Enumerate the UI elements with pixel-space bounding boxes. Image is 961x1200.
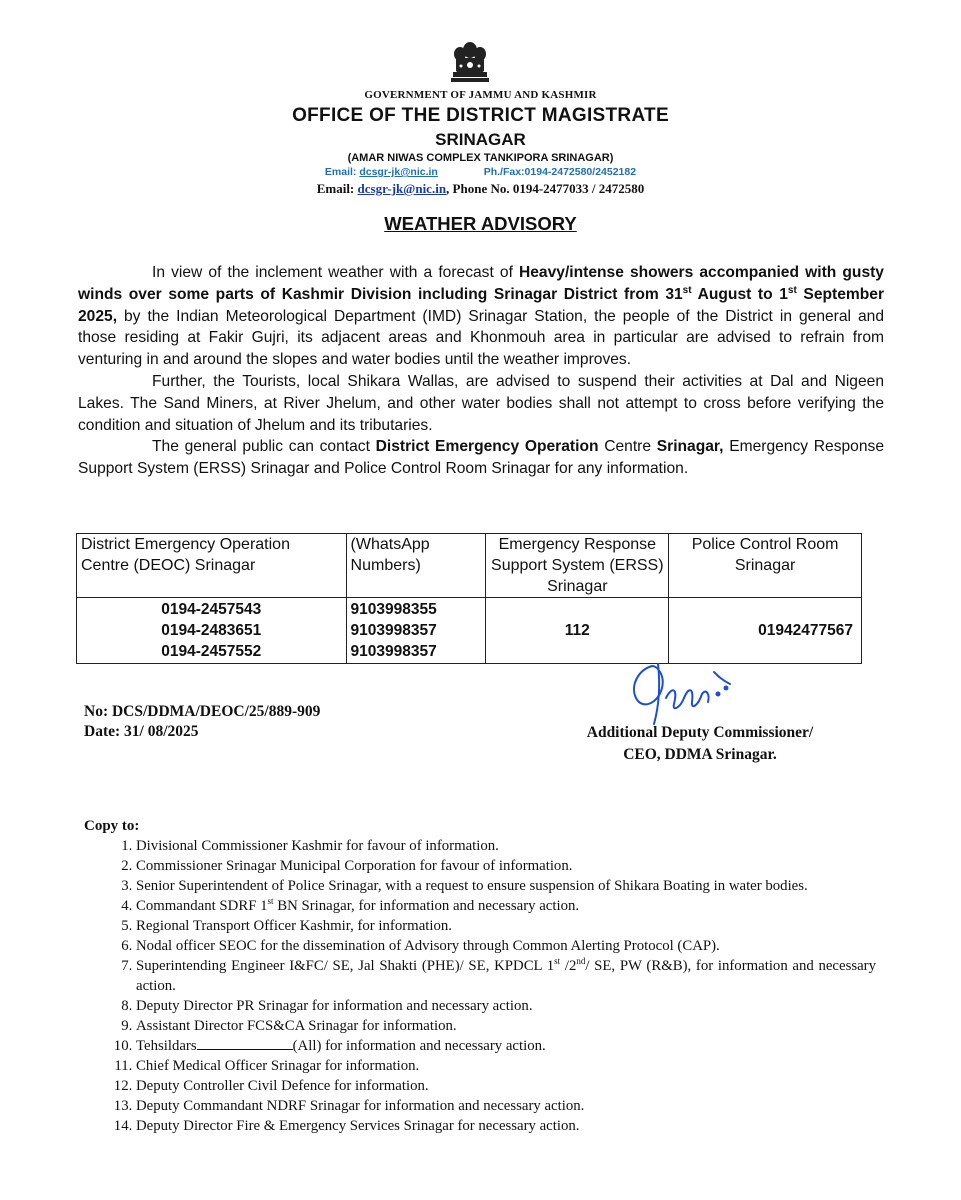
- copy-item: 5. Regional Transport Officer Kashmir, for information.: [136, 916, 876, 936]
- office-address: (AMAR NIWAS COMPLEX TANKIPORA SRINAGAR): [347, 152, 614, 164]
- para1-text-e: by the Indian Meteorological Department (IMD) Srinagar Station, the people of the District in general and those residing at Fakir Gujri, its adjacent areas and Khonmouh area in particular are advised to refrain from venturing in and around the slopes and water bodies until the weather improves.: [78, 307, 884, 369]
- state-emblem-icon: [444, 36, 496, 88]
- copy-item-4-text: Commandant SDRF 1: [136, 898, 268, 914]
- copy-item-7-rest: / SE, PW (R&B), for information and necessary action.: [136, 958, 876, 994]
- government-name: GOVERNMENT OF JAMMU AND KASHMIR: [364, 89, 597, 101]
- copy-item-10-rest: (All) for information and necessary action.: [292, 1038, 546, 1054]
- header-whatsapp: (WhatsApp Numbers): [346, 534, 486, 598]
- email2-phone: , Phone No. 0194-2477033 / 2472580: [446, 181, 645, 196]
- copy-item-4-rest: BN Srinagar, for information and necessary action.: [273, 898, 580, 914]
- copy-item: [136, 896, 876, 916]
- email-label: Email:: [324, 166, 357, 178]
- whatsapp-numbers-cell: [346, 598, 486, 664]
- copy-item: [136, 1036, 876, 1056]
- email-link[interactable]: dcsgr-jk@nic.in: [359, 166, 438, 178]
- paragraph-2: Further, the Tourists, local Shikara Wallas, are advised to suspend their activities at Dal and Nigeen Lakes. The Sand Miners, at River Jhelum, and other water bodies shall not attempt to cross before verifying the condition and situation of Jhelum and its tributaries.: [78, 372, 884, 434]
- copy-item: [136, 956, 876, 996]
- whatsapp-number: 9103998355: [350, 601, 437, 618]
- paragraph-1: [78, 262, 884, 371]
- para1-bold-b: Heavy/intense showers accompanied with gusty winds over some parts of Kashmir Division including Srinagar District from 31: [78, 264, 884, 303]
- signatory-line-1: Additional Deputy Commissioner/: [586, 724, 814, 741]
- para1-text-a: In view of the inclement weather with a forecast of: [152, 264, 519, 281]
- whatsapp-number: 9103998357: [350, 643, 437, 660]
- contact-line-blue: [0, 166, 961, 178]
- header-deoc: District Emergency Operation Centre (DEOC) Srinagar: [77, 534, 347, 598]
- copy-item: 9. Assistant Director FCS&CA Srinagar for information.: [136, 1016, 876, 1036]
- advisory-title: WEATHER ADVISORY: [384, 213, 577, 234]
- header-erss: Emergency Response Support System (ERSS) Srinagar: [486, 534, 669, 598]
- para1-bold-d: September 2025,: [78, 285, 885, 325]
- copy-item: 8. Deputy Director PR Srinagar for information and necessary action.: [136, 996, 876, 1016]
- pcr-number: 01942477567: [669, 598, 862, 664]
- copy-item-7-sup-2: nd: [576, 956, 586, 967]
- copy-to-list: [84, 836, 876, 1136]
- deoc-number: 0194-2483651: [161, 622, 262, 639]
- copy-item: 6. Nodal officer SEOC for the dissemination of Advisory through Common Alerting Protocol (CAP).: [136, 936, 876, 956]
- copy-item-4-sup: st: [267, 896, 274, 907]
- para3-text-e: Emergency Response Support System (ERSS) Srinagar and Police Control Room Srinagar for any information.: [78, 438, 884, 478]
- deoc-number: 0194-2457543: [161, 601, 262, 618]
- reference-number: No: DCS/DDMA/DEOC/25/889-909: [84, 703, 321, 720]
- advisory-body: [78, 262, 884, 480]
- office-city: SRINAGAR: [435, 130, 526, 149]
- copy-item: 2. Commissioner Srinagar Municipal Corporation for favour of information.: [136, 856, 876, 876]
- para1-sup-1: st: [682, 284, 692, 296]
- office-title: OFFICE OF THE DISTRICT MAGISTRATE: [292, 105, 669, 126]
- blank-line: [197, 1037, 293, 1050]
- deoc-numbers-cell: [77, 598, 347, 664]
- copy-to-label: Copy to:: [84, 818, 140, 834]
- copy-item: 12. Deputy Controller Civil Defence for information.: [136, 1076, 876, 1096]
- contacts-table-row: [77, 598, 862, 664]
- copy-item: 11. Chief Medical Officer Srinagar for information.: [136, 1056, 876, 1076]
- signatory-block: [560, 722, 840, 766]
- reference-date: Date: 31/ 08/2025: [84, 723, 199, 740]
- copy-item-10-text: Tehsildars: [136, 1038, 197, 1054]
- para3-bold-b: District Emergency Operation: [375, 438, 599, 456]
- copy-item: 13. Deputy Commandant NDRF Srinagar for information and necessary action.: [136, 1096, 876, 1116]
- email2-label: Email:: [316, 181, 355, 196]
- copy-item: 14. Deputy Director Fire & Emergency Services Srinagar for necessary action.: [136, 1116, 876, 1136]
- paragraph-3: [78, 436, 884, 480]
- signatory-line-2: CEO, DDMA Srinagar.: [623, 746, 777, 763]
- para1-sup-2: st: [787, 284, 797, 296]
- copy-item: 3. Senior Superintendent of Police Srinagar, with a request to ensure suspension of Shikara Boating in water bodies.: [136, 876, 876, 896]
- contact-line-black: [0, 181, 961, 197]
- whatsapp-number: 9103998357: [350, 622, 437, 639]
- phone-fax: Ph./Fax:0194-2472580/2452182: [483, 166, 637, 178]
- contacts-table-header-row: [77, 534, 862, 598]
- para3-bold-d: Srinagar,: [656, 438, 724, 456]
- copy-item-7-text: Superintending Engineer I&FC/ SE, Jal Shakti (PHE)/ SE, KPDCL 1: [136, 958, 555, 974]
- header-pcr: Police Control Room Srinagar: [669, 534, 862, 598]
- deoc-number: 0194-2457552: [161, 643, 262, 660]
- para1-bold-c: August to 1: [691, 285, 788, 303]
- copy-item-7-mid: /2: [560, 958, 577, 974]
- para3-text-a: The general public can contact: [152, 438, 376, 456]
- erss-number: 112: [486, 598, 669, 664]
- copy-item-7-sup-1: st: [554, 956, 561, 967]
- copy-item: 1. Divisional Commissioner Kashmir for favour of information.: [136, 836, 876, 856]
- contacts-table: [76, 533, 862, 664]
- email2-link[interactable]: dcsgr-jk@nic.in: [357, 181, 447, 196]
- para3-text-c: Centre: [598, 438, 657, 456]
